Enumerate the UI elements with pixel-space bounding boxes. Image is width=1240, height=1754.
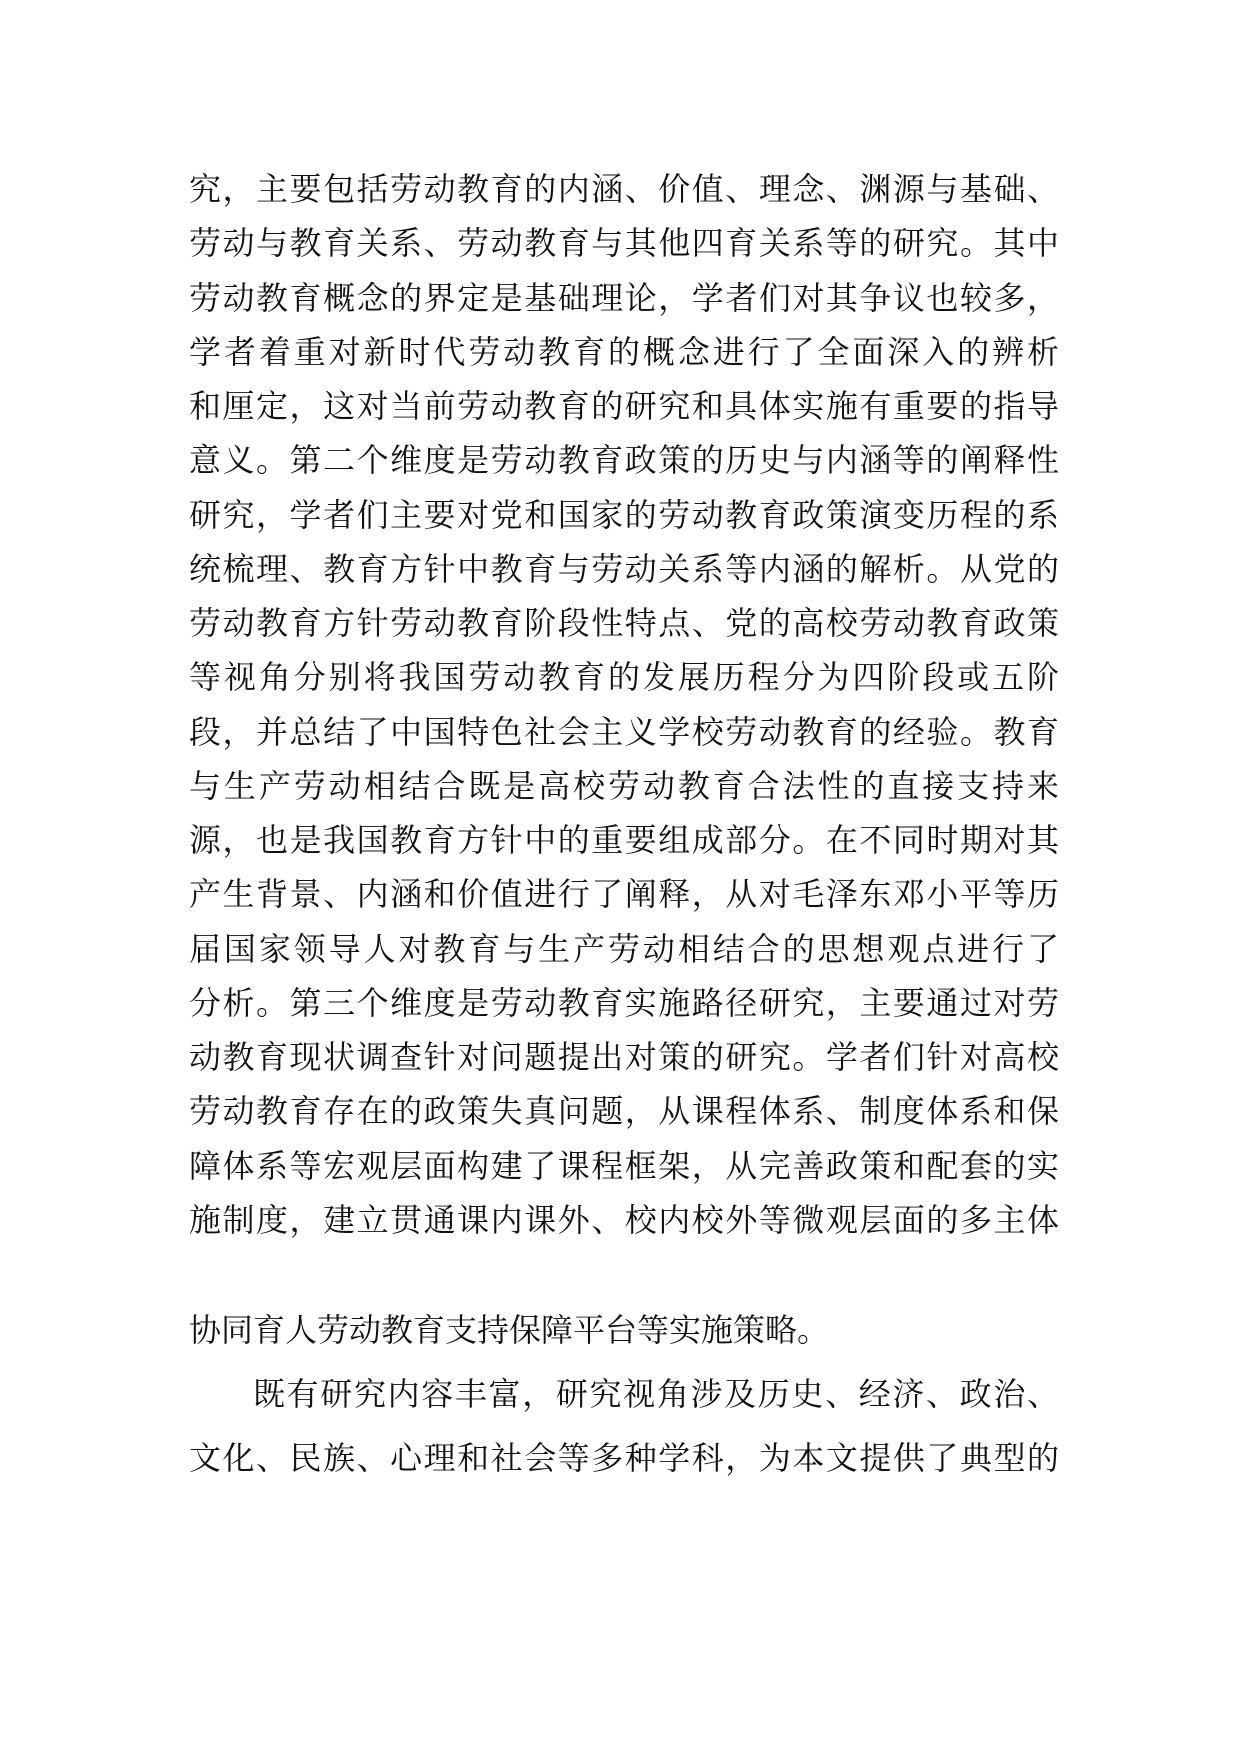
text-line: 段，并总结了中国特色社会主义学校劳动教育的经验。教育	[189, 713, 1059, 751]
text-line: 研究，学者们主要对党和国家的劳动教育政策演变历程的系	[189, 496, 1059, 534]
text-line: 劳动与教育关系、劳动教育与其他四育关系等的研究。其中	[189, 224, 1059, 262]
text-line: 动教育现状调查针对问题提出对策的研究。学者们针对高校	[189, 1038, 1059, 1076]
text-line: 学者着重对新时代劳动教育的概念进行了全面深入的辨析	[189, 333, 1059, 371]
text-line: 统梳理、教育方针中教育与劳动关系等内涵的解析。从党的	[189, 550, 1059, 588]
text-line: 究，主要包括劳动教育的内涵、价值、理念、渊源与基础、	[189, 170, 1059, 208]
text-line: 产生背景、内涵和价值进行了阐释，从对毛泽东邓小平等历	[189, 875, 1059, 913]
text-line: 障体系等宏观层面构建了课程框架，从完善政策和配套的实	[189, 1147, 1059, 1185]
text-line: 届国家领导人对教育与生产劳动相结合的思想观点进行了	[189, 930, 1059, 968]
text-line: 等视角分别将我国劳动教育的发展历程分为四阶段或五阶	[189, 658, 1059, 696]
text-line: 劳动教育方针劳动教育阶段性特点、党的高校劳动教育政策	[189, 604, 1059, 642]
paragraph-end-line: 协同育人劳动教育支持保障平台等实施策略。	[189, 1311, 830, 1349]
text-line: 劳动教育概念的界定是基础理论，学者们对其争议也较多，	[189, 279, 1059, 317]
text-line: 分析。第三个维度是劳动教育实施路径研究，主要通过对劳	[189, 984, 1059, 1022]
text-line: 意义。第二个维度是劳动教育政策的历史与内涵等的阐释性	[189, 441, 1059, 479]
text-line: 和厘定，这对当前劳动教育的研究和具体实施有重要的指导	[189, 387, 1059, 425]
paragraph-first-line: 既有研究内容丰富，研究视角涉及历史、经济、政治、	[253, 1375, 1059, 1413]
text-line: 施制度，建立贯通课内课外、校内校外等微观层面的多主体	[189, 1201, 1059, 1239]
text-line: 源，也是我国教育方针中的重要组成部分。在不同时期对其	[189, 821, 1059, 859]
text-line: 文化、民族、心理和社会等多种学科，为本文提供了典型的	[189, 1439, 1059, 1477]
text-line: 与生产劳动相结合既是高校劳动教育合法性的直接支持来	[189, 767, 1059, 805]
text-line: 劳动教育存在的政策失真问题，从课程体系、制度体系和保	[189, 1092, 1059, 1130]
